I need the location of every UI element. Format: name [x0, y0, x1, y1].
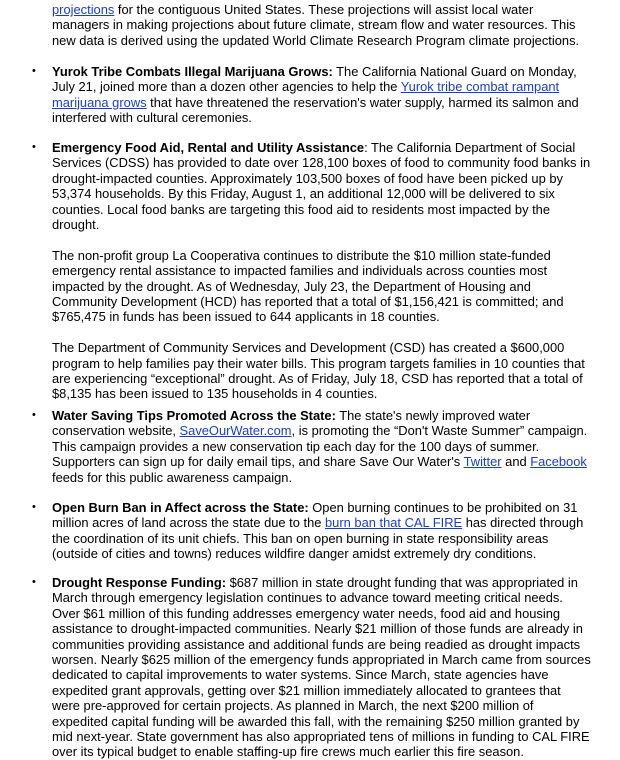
funding-paragraph: [52, 575, 592, 760]
water-title: Water Saving Tips Promoted Across the State:: [52, 408, 336, 423]
yurok-text-1: The California National Guard on Monday, July 21, joined more than a dozen other agencies to help the: [52, 64, 577, 95]
twitter-link[interactable]: Twitter: [463, 454, 502, 470]
water-text-1: The state's newly improved water conservation website,: [52, 408, 531, 439]
burn-text-1: Open burning continues to be prohibited on 31 million acres of land across the state due to the: [52, 500, 578, 531]
projections-link[interactable]: projections: [52, 2, 115, 17]
water-item: [0, 408, 620, 485]
rental-paragraph: The non-profit group La Cooperativa continues to distribute the $10 million state-funded emergency rental assistance to impacted families and individuals across counties most impacted by the drought. As of Wednesday, July 23, the Department of Housing and Community Development (HCD) has reported that a total of $1,156,421 is committed; and $765,475 in funds has been issued to 644 applicants in 18 counties.: [52, 247, 564, 325]
bullet-icon: •: [32, 576, 36, 588]
facebook-link[interactable]: Facebook: [530, 454, 587, 470]
funding-text-1: $687 million in state drought funding that was appropriated in March through emergency legislation continues to advance toward meeting critical needs. Over $61 million of this funding addresses emergency water needs, food aid and housing assistance to drought-impacted communities. Nearly $21 million of those funds are already in communities providing assistance and additional funds are being readied as drought impacts worsen. Nearly $625 million of the emergency funds appropriated in March came from sources dedicated to capital improvements to water systems. Since March, state agencies have expedited grant approvals, getting over $21 million immediately allocated to grantees that were pre-approved for certain projects. As planned in March, the next $200 million of expedited capital funding will be awarded this fall, with the remaining $250 million granted by mid next-year. State government has also appropriated tens of millions in funding to CAL FIRE over its typical budget to enable staffing-up fire crews much earlier this fire season.: [52, 575, 591, 760]
burn-text-2: has directed through the coordination of its unit chiefs. This ban on open burning in state responsibility areas (outside of cities and towns) reduces wildfire danger amidst extremely dry conditions.: [52, 515, 584, 562]
intro-text: for the contiguous United States. These projections will assist local water managers in making projections about future climate, stream flow and water resources. This new data is derived using the updated World Climate Research Program climate projections.: [52, 2, 580, 48]
burn-ban-link[interactable]: burn ban that CAL FIRE: [325, 515, 463, 531]
bullet-icon: •: [32, 141, 36, 153]
burn-item: [0, 500, 620, 562]
yurok-item: [0, 64, 620, 126]
food-title: Emergency Food Aid, Rental and Utility Assistance: [52, 140, 365, 155]
saveourwater-link[interactable]: SaveOurWater.com: [179, 423, 292, 439]
water-paragraph: [52, 408, 592, 485]
intro-paragraph: [52, 2, 592, 48]
food-text-1: : The California Department of Social Services (CDSS) has provided to date over 128,100 boxes of food to community food banks in drought-impacted counties. Approximately 103,500 boxes of food have been picked up by 53,374 households. By this Friday, August 1, an additional 12,000 will be delivered to six counties. Local food banks are targeting this food aid to residents most impacted by the drought.: [52, 140, 591, 233]
utility-paragraph: The Department of Community Services and Development (CSD) has created a $600,000 program to help families pay their water bills. This program targets families in 10 counties that are experiencing “exceptional” drought. As of Friday, July 18, CSD has reported that a total of $8,135 has been issued to 135 households in 4 counties.: [52, 340, 585, 402]
bullet-icon: •: [32, 65, 36, 77]
water-text-4: feeds for this public awareness campaign.: [52, 469, 293, 485]
water-text-2: , is promoting the “Don't Waste Summer” campaign. This campaign provides a new conservation tip each day for the 100 days of summer. Supporters can sign up for daily email tips, and share Save Our Water's: [52, 423, 588, 470]
burn-paragraph: [52, 500, 592, 562]
yurok-link[interactable]: Yurok tribe combat rampant marijuana grows: [52, 79, 560, 110]
yurok-title: Yurok Tribe Combats Illegal Marijuana Grows:: [52, 64, 333, 79]
food-paragraph: [52, 140, 592, 232]
yurok-text-2: that have threatened the reservation's water supply, harmed its salmon and interfered with cultural ceremonies.: [52, 94, 579, 126]
burn-title: Open Burn Ban in Affect across the State:: [52, 500, 309, 515]
bullet-icon: •: [32, 501, 36, 513]
funding-title: Drought Response Funding:: [52, 575, 227, 590]
yurok-paragraph: [52, 64, 592, 126]
bullet-icon: •: [32, 409, 36, 421]
food-item: [0, 140, 620, 402]
water-text-3: and: [501, 454, 531, 470]
funding-item: [0, 575, 620, 760]
